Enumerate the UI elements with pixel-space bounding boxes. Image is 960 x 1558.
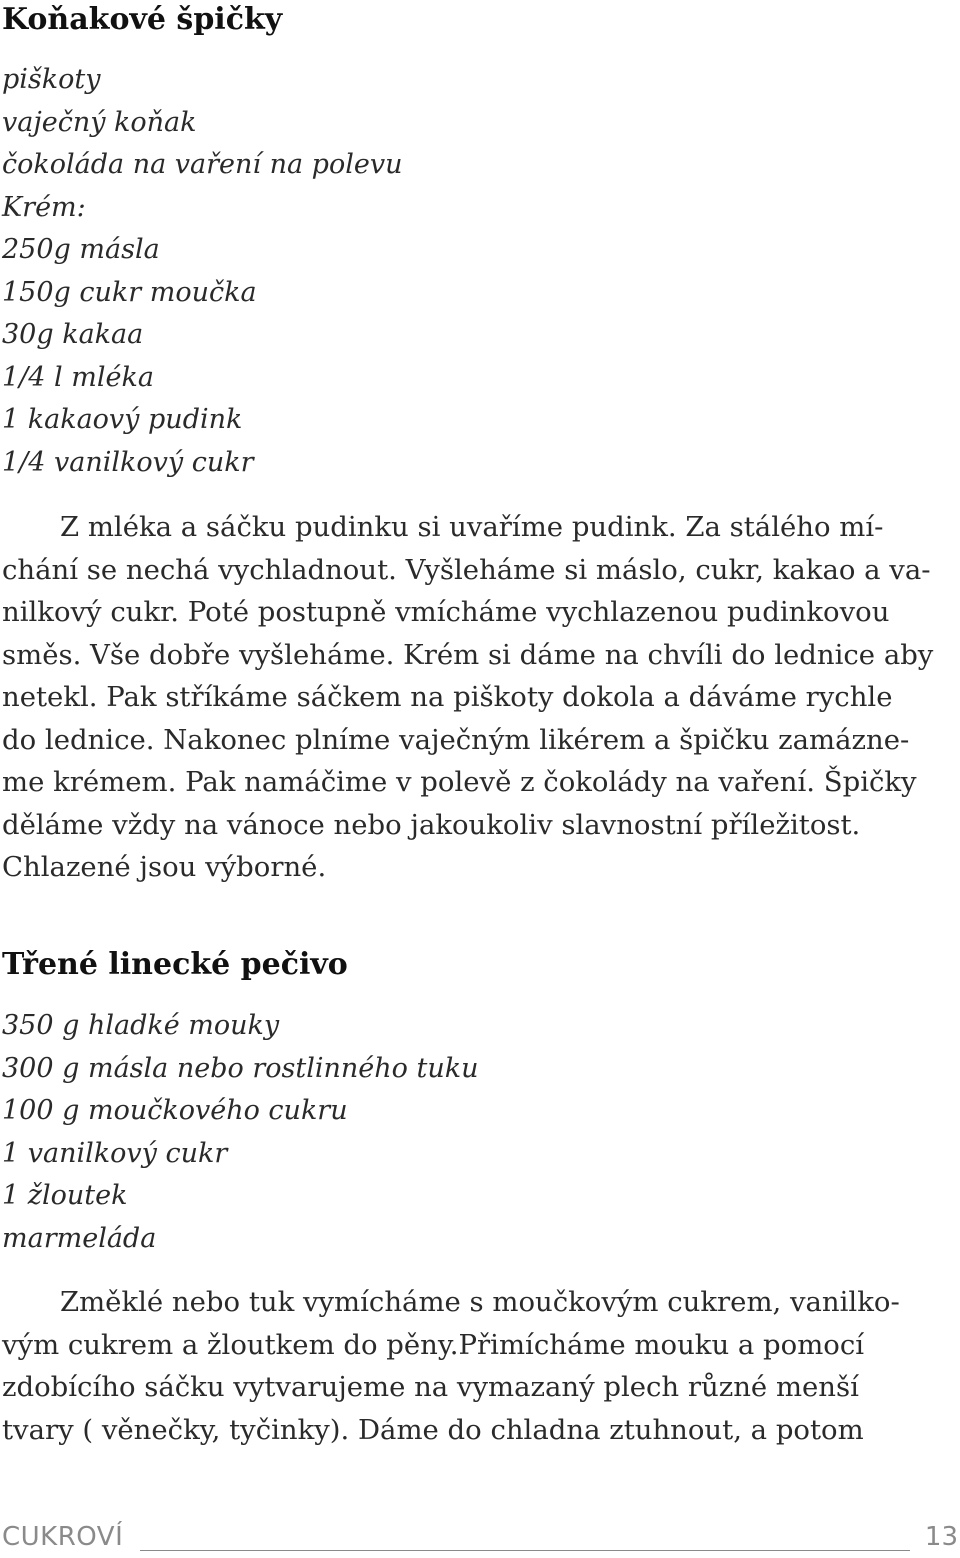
ingredient-item: 1 vanilkový cukr (2, 1137, 228, 1169)
method-line: děláme vždy na vánoce nebo jakoukoliv slavnostní příležitost. (2, 808, 861, 841)
method-line: nilkový cukr. Poté postupně vmícháme vychlazenou pudinkovou (2, 596, 890, 628)
ingredient-item: 350 g hladké mouky (2, 1010, 280, 1041)
section-label: CUKROVÍ (2, 1522, 124, 1552)
method-line: do lednice. Nakonec plníme vaječným likérem a špičku zamázne- (2, 723, 910, 756)
method-paragraph (2, 1281, 900, 1451)
method-paragraph (2, 506, 933, 889)
method-line: směs. Vše dobře vyšleháme. Krém si dáme na chvíli do lednice aby (2, 638, 934, 671)
method-line: Z mléka a sáčku pudinku si uvaříme pudink. Za stálého mí- (60, 511, 884, 543)
ingredient-item: 1 kakaový pudink (2, 404, 243, 435)
ingredient-item: 1/4 vanilkový cukr (2, 446, 254, 478)
method-line: Chlazené jsou výborné. (2, 851, 327, 883)
method-line: netekl. Pak stříkáme sáčkem na piškoty dokola a dáváme rychle (2, 681, 893, 713)
method-line: me krémem. Pak namáčime v polevě z čokolády na vaření. Špičky (2, 766, 917, 798)
page-footer (2, 1518, 958, 1558)
ingredient-item: 1/4 l mléka (2, 361, 154, 393)
ingredient-item: piškoty (2, 64, 101, 95)
method-line: vým cukrem a žloutkem do pěny.Přimícháme mouku a pomocí (2, 1328, 865, 1361)
ingredient-list (2, 59, 402, 484)
page-number: 13 (924, 1522, 958, 1552)
recipe-title: Třené linecké pečivo (2, 947, 348, 982)
ingredient-subheading: Krém: (2, 191, 86, 223)
ingredient-item: 150g cukr moučka (2, 276, 257, 308)
method-line: chání se nechá vychladnout. Vyšleháme si máslo, cukr, kakao a va- (2, 553, 931, 586)
ingredient-item: 250g másla (2, 234, 160, 265)
ingredient-list (2, 1005, 478, 1260)
method-line: tvary ( věnečky, tyčinky). Dáme do chladna ztuhnout, a potom (2, 1413, 864, 1446)
ingredient-item: 300 g másla nebo rostlinného tuku (2, 1052, 479, 1084)
ingredient-item: 30g kakaa (2, 319, 144, 350)
ingredient-item: čokoláda na vaření na polevu (2, 149, 403, 180)
ingredient-item: vaječný koňak (2, 106, 197, 138)
ingredient-item: 100 g moučkového cukru (2, 1095, 348, 1126)
ingredient-item: marmeláda (2, 1222, 157, 1254)
footer-rule (140, 1550, 910, 1551)
method-line: Změklé nebo tuk vymícháme s moučkovým cukrem, vanilko- (60, 1286, 900, 1318)
method-line: zdobícího sáčku vytvarujeme na vymazaný plech různé menší (2, 1371, 859, 1403)
recipe-title: Koňakové špičky (2, 2, 283, 37)
ingredient-item: 1 žloutek (2, 1180, 128, 1211)
